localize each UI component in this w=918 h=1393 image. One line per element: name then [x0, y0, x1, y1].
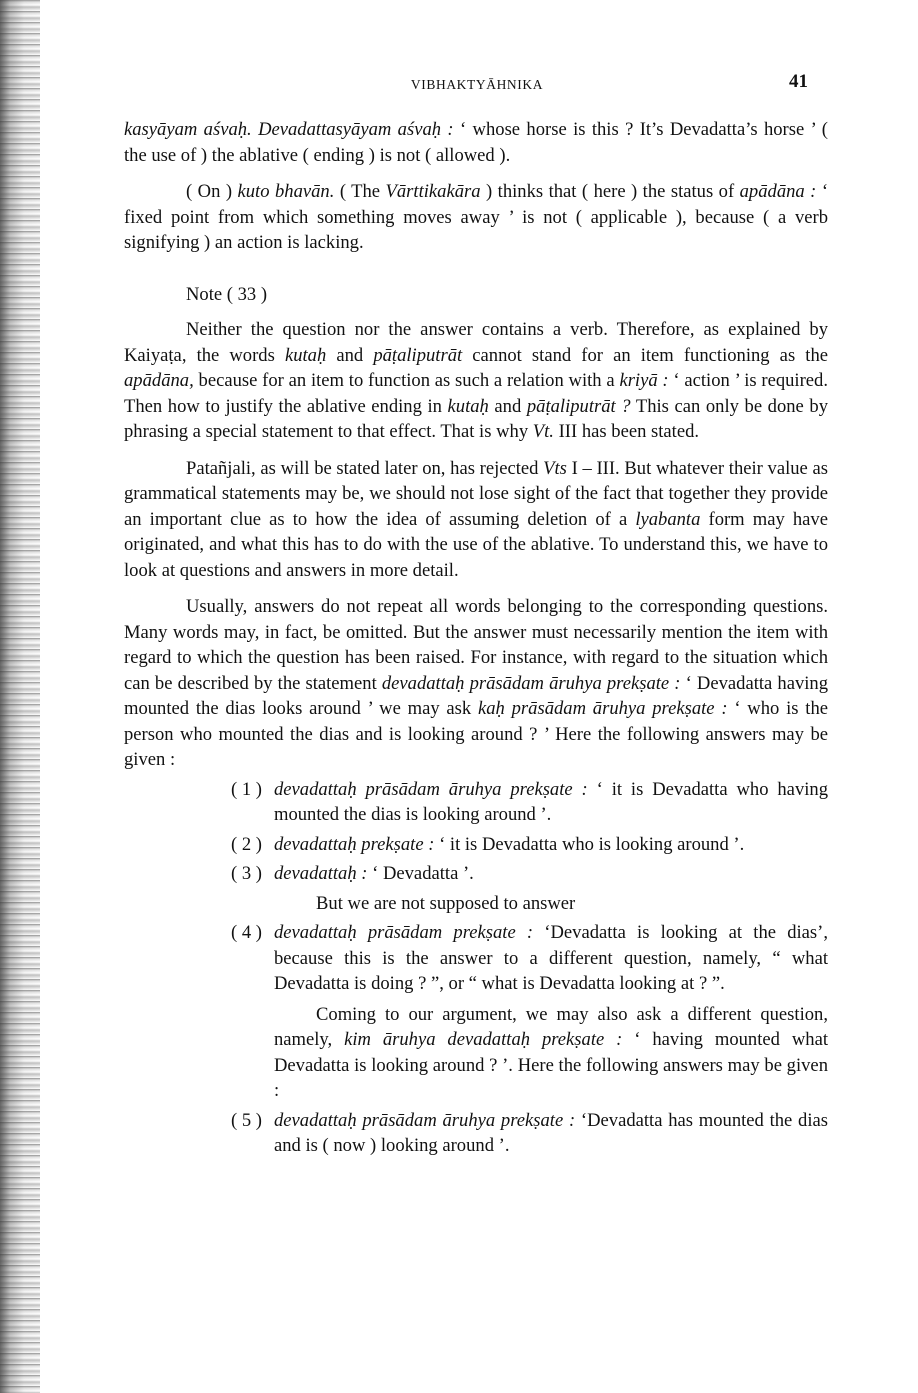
sub-paragraph	[124, 1002, 828, 1104]
text-span: This can only be done by phrasing a special statement to that effect. That is why	[124, 395, 828, 442]
sanskrit-text: kasyāyam aśvaḥ. Devadattasyāyam aśvaḥ :	[124, 119, 454, 140]
sanskrit-text: apādāna,	[124, 370, 194, 391]
sanskrit-text: devadattaḥ prāsādam āruhya prekṣate :	[274, 1109, 576, 1131]
sanskrit-text: pāṭaliputrāt	[373, 344, 463, 366]
text-span: ‘ having mounted what Devadatta is looking around ? ’. Here the following answers may be given :	[274, 1029, 828, 1101]
text-span: Patañjali, as will be stated later on, has rejected	[186, 457, 544, 479]
text-span: ) thinks that ( here ) the status of	[480, 181, 740, 202]
sanskrit-text: kutaḥ	[284, 344, 327, 366]
text-span: Coming to our argument, we may also ask a different question, namely,	[274, 1003, 828, 1050]
text-span: because for an item to function as such a relation with a	[193, 370, 620, 391]
example-number: ( 5 )	[231, 1109, 262, 1131]
sanskrit-text: devadattaḥ prāsādam prekṣate :	[274, 922, 534, 943]
text-span: cannot stand for an item functioning as the	[462, 344, 828, 366]
sanskrit-text: devadattaḥ prāsādam āruhya prekṣate :	[381, 672, 681, 694]
text-span: ‘Devadatta is looking at the dias’, because this is the answer to a different question, namely, “ what Devadatta is doing ? ”, or “ what is Devadatta looking at ? ”.	[274, 922, 828, 994]
sanskrit-text: devadattaḥ prekṣate :	[274, 833, 435, 855]
example-number: ( 1 )	[231, 778, 262, 800]
running-title: VIBHAKTYĀHNIKA	[410, 77, 544, 92]
example-number: ( 4 )	[231, 922, 262, 943]
text-span: and	[326, 344, 374, 366]
text-span: I – III. But whatever their value as grammatical statements may be, we should not lose sight of the fact that together they provide an important clue as to how the idea of assuming deletion of a	[124, 457, 828, 530]
sanskrit-text: kutaḥ	[447, 395, 489, 417]
text-span: ( The	[334, 181, 386, 202]
text-span: ‘ Devadatta having mounted the dias looks around ’ we may ask	[124, 672, 829, 719]
text-span: ‘ it is Devadatta who having mounted the dias is looking around ’.	[274, 778, 828, 825]
text-span: ‘ fixed point from which something moves away ’ is not ( applicable ), because ( a verb signifying ) an action is lacking.	[124, 181, 829, 253]
text-span: ‘ who is the person who mounted the dias and is looking around ? ’ Here the following answers may be given :	[124, 698, 828, 770]
example-number: ( 2 )	[231, 833, 262, 855]
mid-note: But we are not supposed to answer	[316, 892, 576, 914]
sanskrit-text: kuto bhavān.	[237, 181, 335, 202]
text-span: and	[488, 395, 527, 417]
text-span: ‘ it is Devadatta who is looking around ’.	[434, 833, 745, 855]
abbreviation-text: Vts	[543, 457, 567, 479]
example-3	[124, 861, 828, 887]
sanskrit-text: Vārttikakāra	[385, 181, 481, 202]
example-5	[124, 1108, 828, 1159]
page-binding-shadow	[0, 0, 40, 1393]
paragraph-1	[124, 117, 828, 168]
body-text	[124, 117, 828, 1159]
example-1	[124, 777, 828, 828]
example-number: ( 3 )	[231, 863, 262, 884]
sanskrit-text: apādāna :	[739, 181, 817, 202]
paragraph-2	[124, 179, 828, 256]
sanskrit-text: devadattaḥ prāsādam āruhya prekṣate :	[274, 778, 588, 800]
abbreviation-text: Vt.	[532, 421, 554, 442]
note-heading: Note ( 33 )	[186, 283, 268, 305]
text-span: ‘Devadatta has mounted the dias and is ( now ) looking around ’.	[274, 1109, 828, 1156]
sanskrit-text: kriyā :	[619, 370, 669, 391]
paragraph-5	[124, 594, 828, 773]
text-span: form may have originated, and what this has to do with the use of the ablative. To understand this, we have to look at questions and answers in more detail.	[124, 508, 828, 581]
text-span: Usually, answers do not repeat all words belonging to the corresponding questions. Many words may, in fact, be omitted. But the answer must necessarily mention the item with regard to which the question has been raised. For instance, with regard to the situation which can be described by the statement	[124, 596, 828, 694]
text-span: ‘ whose horse is this ? It’s Devadatta’s horse ’ ( the use of ) the ablative ( ending ) is not ( allowed ).	[124, 119, 828, 166]
example-2	[124, 832, 828, 858]
text-span: ( On )	[186, 181, 238, 202]
text-span: Neither the question nor the answer contains a verb. Therefore, as explained by Kaiyaṭa, the words	[124, 319, 828, 366]
sanskrit-text: lyabanta	[635, 508, 701, 530]
sanskrit-text: pāṭaliputrāt ?	[526, 395, 631, 417]
text-span: ‘ Devadatta ’.	[367, 863, 474, 884]
sanskrit-text: kim āruhya devadattaḥ prekṣate :	[344, 1029, 623, 1050]
text-span: ‘ action ’ is required. Then how to justify the ablative ending in	[124, 370, 828, 417]
sanskrit-text: kaḥ prāsādam āruhya prekṣate :	[478, 698, 728, 719]
paragraph-4	[124, 456, 828, 584]
page-number: 41	[789, 71, 808, 92]
running-header	[124, 72, 830, 98]
paragraph-3	[124, 317, 828, 445]
text-span: III has been stated.	[553, 421, 700, 442]
example-4	[124, 920, 828, 997]
sanskrit-text: devadattaḥ :	[274, 863, 368, 884]
